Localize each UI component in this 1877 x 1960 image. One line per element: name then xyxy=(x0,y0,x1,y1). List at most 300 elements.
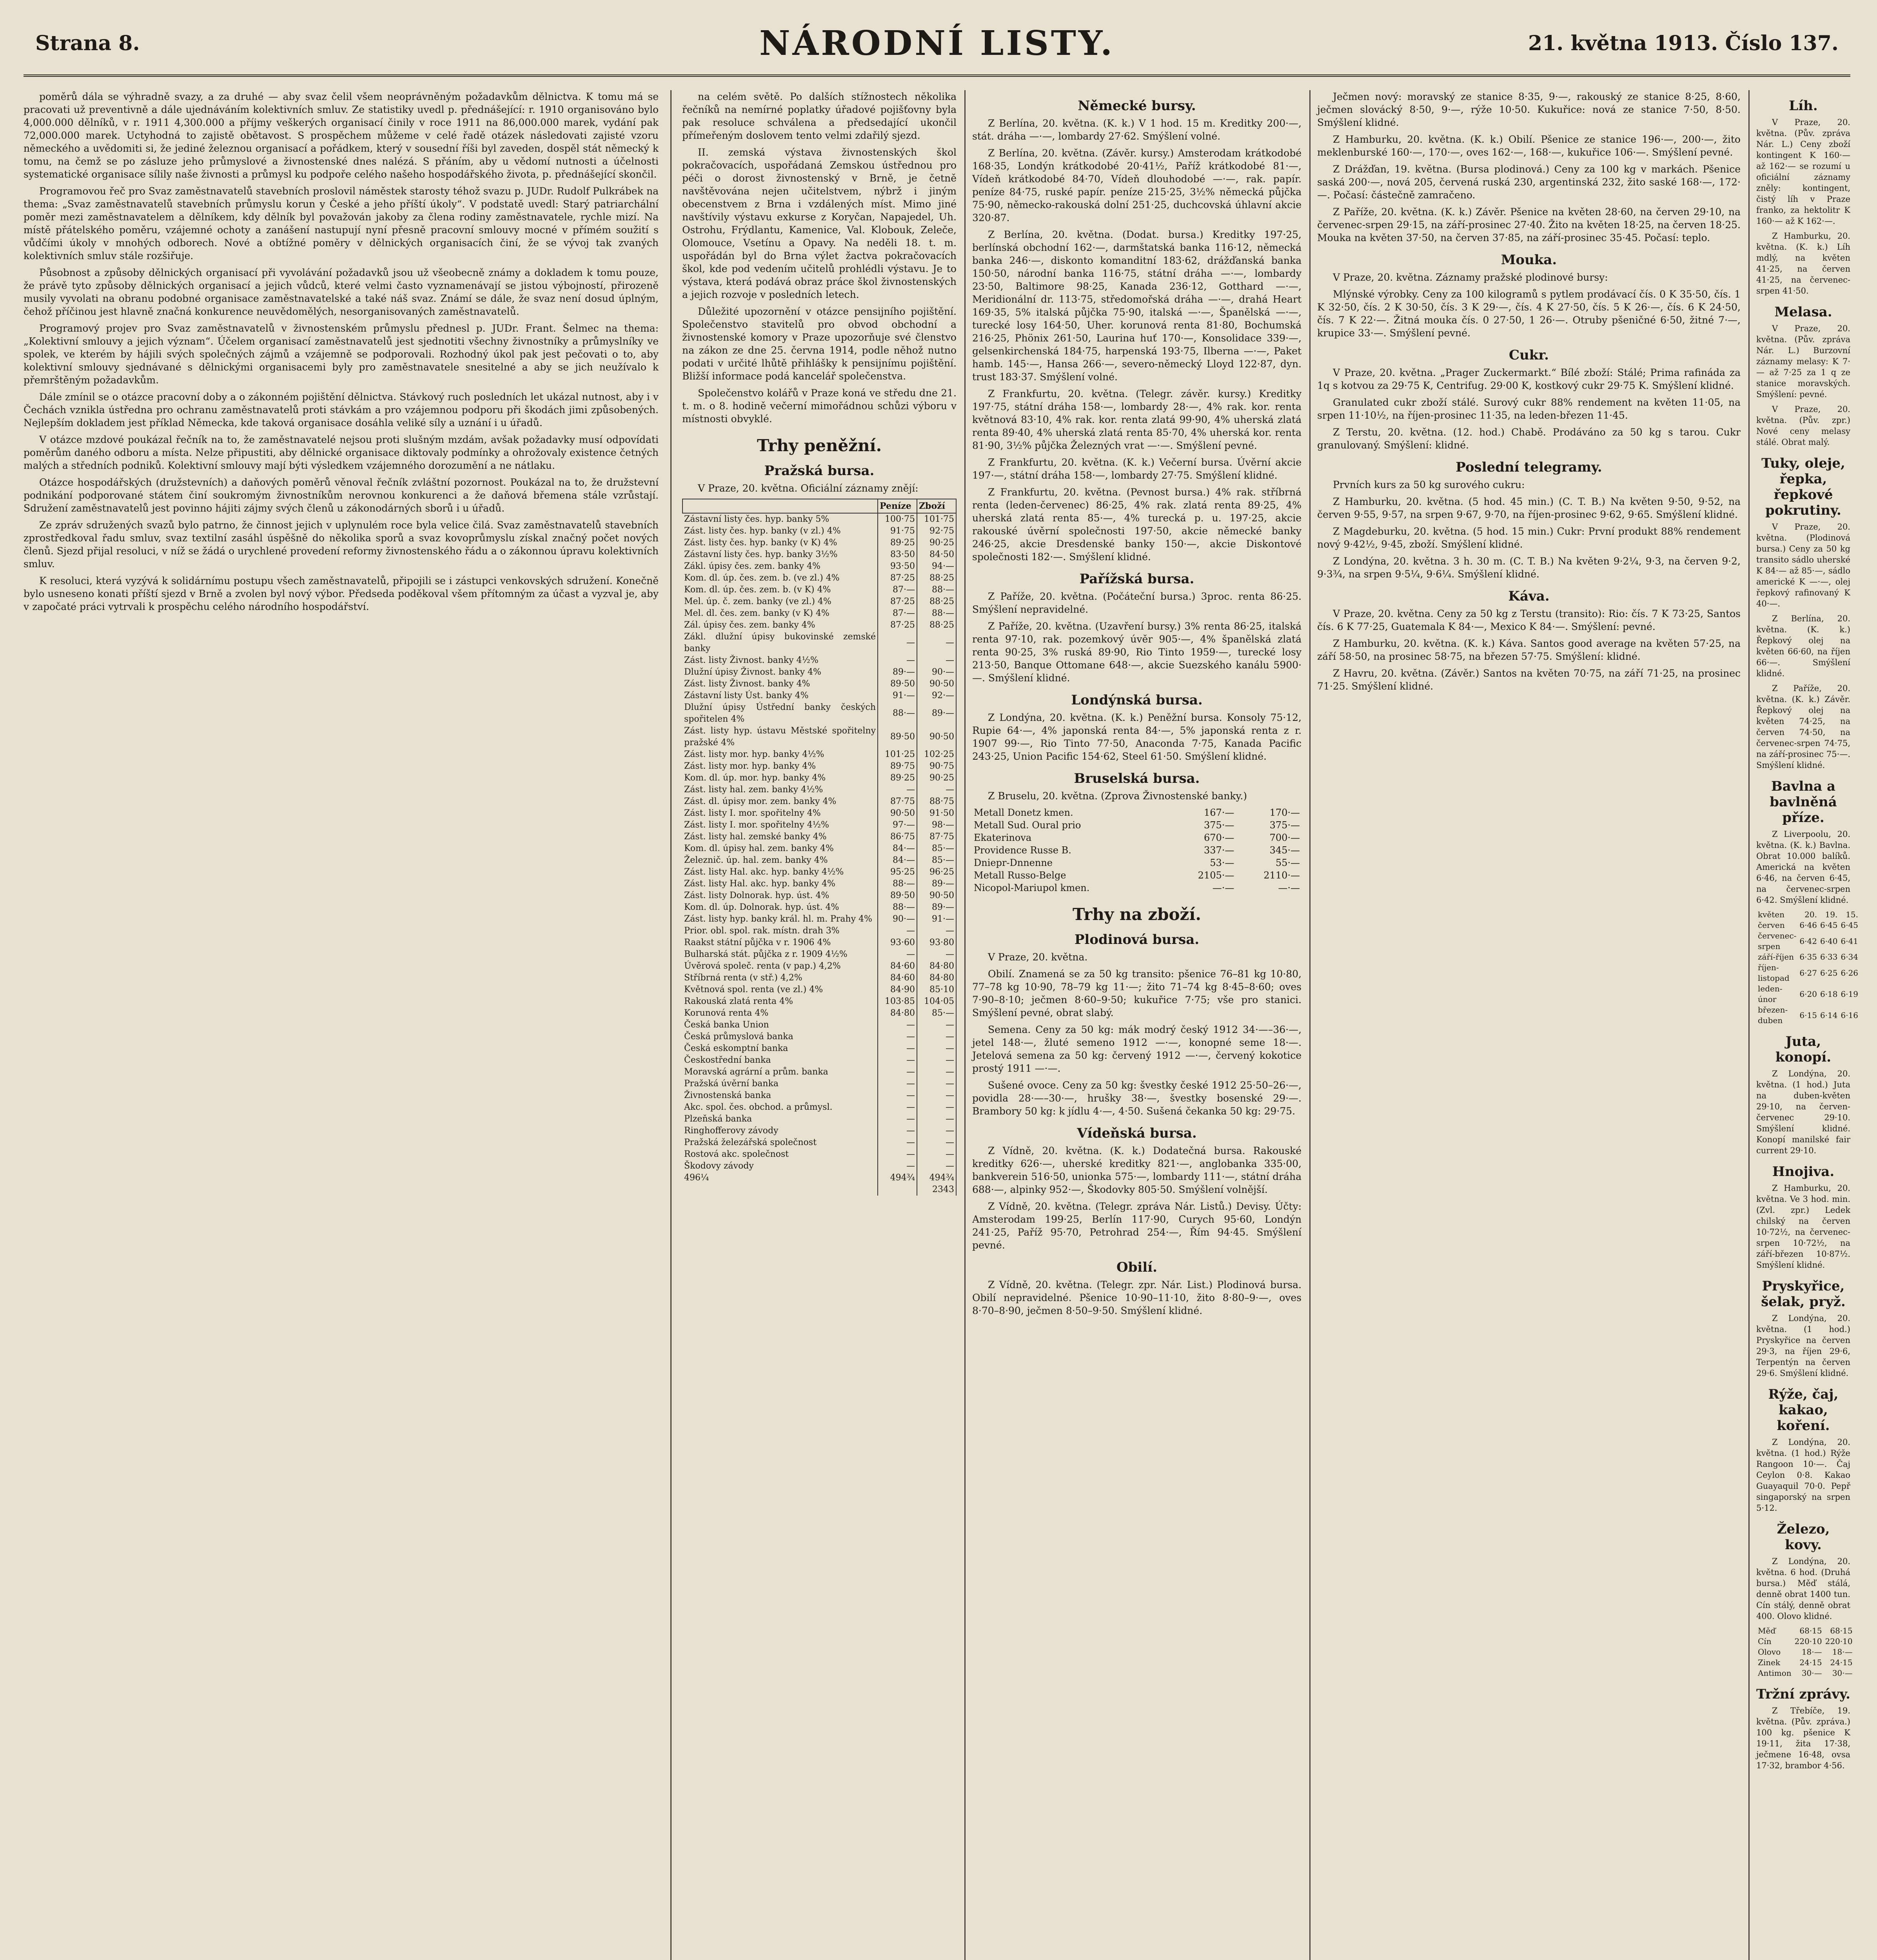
page-number: Strana 8. xyxy=(35,31,140,55)
table-cell-value: 89·— xyxy=(917,702,956,725)
table-row xyxy=(1756,1626,1854,1636)
table-cell-label: Zástavní listy čes. hyp. banky 5% xyxy=(683,513,878,525)
table-cell-value: — xyxy=(917,1078,956,1090)
table-cell-label: Česká eskomptní banka xyxy=(683,1043,878,1054)
table-cell-value: 90·25 xyxy=(917,772,956,784)
table-cell-value: — xyxy=(878,1102,917,1113)
table-cell-value: 375·— xyxy=(1269,820,1300,831)
table-row xyxy=(683,772,956,784)
table-header: Zboží xyxy=(917,499,956,513)
table-cell-value: 84·50 xyxy=(917,549,956,561)
table-cell-value: 30·— xyxy=(1801,1668,1822,1678)
article-paragraph: II. zemská výstava živnostenských škol pokračovacích, uspořádaná Zemskou ústřednou pro péči o dorost živnostenský v Brně, je četně navštěvována nejen učitelstvem, nýbrž i jiným obecenstvem z Brna i vzdálených míst. Mimo jiné navštívily výstavu exkurse z Koryčan, Napajedel, Uh. Ostrohu, Frýdlantu, Kamenice, Val. Klobouk, Zeleče, Olomouce, Vsetínu a Opavy. Na neděli 18. t. m. uspořádán byl do Brna výlet žactva pokračovacích škol, kde pod vedením učitelů prohlédli výstavu. Je to výstava, která podává obraz práce škol živnostenských a jejich rozvoje v posledních letech. xyxy=(682,147,957,300)
article-paragraph: K resoluci, která vyzývá k solidárnímu postupu všech zaměstnavatelů, připojili se i zástupci venkovských sdružení. Konečně bylo usneseno konati příští sjezd v Brně a zvolen byl nový výbor. Předseda poděkoval všem přítomným za účast a vyzval je, aby v započaté práci vytrvali k prospěchu celého národního hospodářství. xyxy=(24,575,659,612)
table-cell-value: — xyxy=(878,1031,917,1043)
table-cell-value: 92·— xyxy=(917,690,956,702)
table-cell-value: 89·50 xyxy=(878,678,917,690)
table-row xyxy=(972,806,1302,819)
table-cell-label: Plzeňská banka xyxy=(683,1113,878,1125)
table-cell-value: 6·34 xyxy=(1841,952,1859,962)
table-cell-value: 87·75 xyxy=(917,831,956,843)
table-cell-value: — xyxy=(917,1066,956,1078)
column-divider xyxy=(1748,90,1750,1960)
table-row xyxy=(683,561,956,572)
section-heading: Cukr. xyxy=(1509,347,1549,363)
table-cell-label: Zást. listy hal. zem. banky 4½% xyxy=(683,784,878,796)
table-cell-value: — xyxy=(878,1019,917,1031)
table-total: 494¾ xyxy=(917,1172,956,1184)
table-cell-value: 167·— xyxy=(1204,807,1234,818)
table-cell-value: — xyxy=(878,784,917,796)
table-row xyxy=(683,996,956,1007)
column-1 xyxy=(24,90,659,1960)
report-paragraph: Z Londýna, 20. května. 6 hod. (Druhá bursa.) Měď stálá, denně obrat 1400 tun. Cín stálý, denně obrat 400. Olovo klidné. xyxy=(1756,1557,1850,1621)
table-cell-value: 89·75 xyxy=(878,760,917,772)
table-cell-value: 345·— xyxy=(1269,845,1300,856)
table-cell-value: — xyxy=(917,1090,956,1102)
table-cell-value: 87·75 xyxy=(878,796,917,808)
table-cell-value: 6·45 xyxy=(1841,920,1859,930)
table-header: Peníze xyxy=(878,499,917,513)
report-paragraph: Z Vídně, 20. května. (Telegr. zpráva Nár. Listů.) Devisy. Účty: Amsterodam 199·25, Berlín 117·90, Curych 95·60, Londýn 241·25, Paříž 95·70, Petrohrad 254·—, Řím 94·45. Smýšlení pevné. xyxy=(972,1201,1302,1251)
table-cell-value: 95·25 xyxy=(878,866,917,878)
table-cell-label: leden-únor xyxy=(1758,984,1783,1004)
table-row xyxy=(1756,984,1860,1005)
table-row xyxy=(1756,1657,1854,1668)
report-paragraph: Z Londýna, 20. května. (1 hod.) Pryskyřice na červen 29·3, na říjen 29·6, Terpentýn na červen 29·6. Smýšlení klidné. xyxy=(1756,1314,1850,1378)
metals-table xyxy=(1756,1626,1854,1679)
table-cell-value: 91·— xyxy=(878,690,917,702)
table-cell-value: 88·— xyxy=(878,702,917,725)
column-4 xyxy=(1317,90,1741,1960)
bursa-intro: V Praze, 20. května. Oficiální záznamy znějí: xyxy=(698,483,919,494)
table-cell-value: — xyxy=(878,1113,917,1125)
subsection-heading: Plodinová bursa. xyxy=(1074,932,1200,947)
table-cell-value: 220·10 xyxy=(1794,1637,1822,1646)
table-cell-value: 84·60 xyxy=(878,972,917,984)
section-heading: Obilí. xyxy=(1116,1259,1157,1275)
table-cell-label: Zást. listy čes. hyp. banky (v zl.) 4% xyxy=(683,525,878,537)
table-cell-value: 84·80 xyxy=(878,1007,917,1019)
table-cell-value: — xyxy=(878,1160,917,1172)
table-row xyxy=(683,1031,956,1043)
table-cell-label: Pražská úvěrní banka xyxy=(683,1078,878,1090)
article-paragraph: V otázce mzdové poukázal řečník na to, že zaměstnavatelé nejsou proti slušným mzdám, avšak požadavky musí odpovídati poměrům daného odboru a místa. Nelze připustiti, aby dělnické organisace diktovaly podmínky a ohrožovaly existence četných malých a středních podniků. Kolektivní smlouvy mají býti výsledkem vzájemného dorozumění a ne nátlaku. xyxy=(24,434,659,471)
table-cell-value: — xyxy=(917,1043,956,1054)
table-cell-value: 18·— xyxy=(1832,1647,1853,1657)
table-row xyxy=(683,902,956,913)
table-cell-value: 83·50 xyxy=(878,549,917,561)
table-cell-value: 97·— xyxy=(878,819,917,831)
table-row xyxy=(1756,952,1860,962)
table-cell-value: 375·— xyxy=(1204,820,1234,831)
report-paragraph: Z Třebíče, 19. května. (Pův. zpráva.) 100 kg. pšenice K 19·11, žita 17·38, ječmene 16·48, ovsa 17·32, brambor 4·56. xyxy=(1756,1706,1850,1770)
table-cell-value: — xyxy=(917,949,956,960)
table-total: 494¾ xyxy=(878,1172,917,1184)
table-cell-value: — xyxy=(878,1054,917,1066)
report-paragraph: V Praze, 20. května. Záznamy pražské plodinové bursy: xyxy=(1333,272,1608,283)
table-cell-label: Česká banka Union xyxy=(683,1019,878,1031)
table-cell-value: — xyxy=(917,631,956,655)
table-cell-value: — xyxy=(917,1149,956,1160)
article-paragraph: Programovou řeč pro Svaz zaměstnavatelů stavebních proslovil náměstek starosty téhož svazu p. JUDr. Rudolf Pulkrábek na thema: „Svaz zaměstnavatelů stavebních průmyslu korun y České a jeho příští úkoly“. V podstatě uvedl: Starý patriarchální poměr mezi zaměstnavatelem a dělníkem, kdy dělník byl považován jakoby za člena rodiny zaměstnavatele, rychle mizí. Na místě přátelského poměru, vzájemné ochoty a zanášení nastupují nyní přesně pracovní smlouvy mocné v přímém soužití s vůdčími úkoly v mnohých odborech. Nové a obtížné poměry v dělnických organisacích činí, že se vývoj tak zvaných kolektivních smluv stále rozšiřuje. xyxy=(24,185,659,261)
table-cell-value: 98·— xyxy=(917,819,956,831)
table-cell-value: — xyxy=(878,1149,917,1160)
table-cell-value: 90·50 xyxy=(917,725,956,749)
table-cell-value: 24·15 xyxy=(1799,1658,1822,1667)
table-cell-value: 90·75 xyxy=(917,760,956,772)
article-paragraph: Dále zmínil se o otázce pracovní doby a o zákonném pojištění dělnictva. Stávkový ruch posledních let ukázal nutnost, aby i v Čechách vznikla ústředna pro ochranu zaměstnavatelů proti stávkám a pro vzájemnou podporu při škodách jimi způsobených. Nejlepším dokladem jest příklad Německa, kde taková organisace dosáhla veliké síly a uznání i u úřadů. xyxy=(24,391,659,428)
table-note: 2343 xyxy=(917,1184,956,1196)
table-row xyxy=(683,549,956,561)
table-cell-label: Zástavní listy Úst. banky 4% xyxy=(683,690,878,702)
table-cell-label: Zástavní listy čes. hyp. banky 3½% xyxy=(683,549,878,561)
table-cell-value: 90·50 xyxy=(917,890,956,902)
table-cell-value: — xyxy=(917,1137,956,1149)
table-cell-value: 20. xyxy=(1804,910,1817,919)
table-cell-value: 24·15 xyxy=(1830,1658,1853,1667)
table-cell-value: 89·— xyxy=(917,878,956,890)
table-cell-value: 6·41 xyxy=(1841,936,1859,946)
table-row xyxy=(683,690,956,702)
report-paragraph: Z Vídně, 20. května. (K. k.) Dodatečná bursa. Rakouské kreditky 626·—, uherské kreditky 821·—, anglobanka 335·00, bankverein 516·50, unionka 575·—, lombardy 111·—, státní dráha 688·—, alpinky 952·—, Škodovky 805·50. Smýšlení volnější. xyxy=(972,1145,1302,1195)
table-cell-value: 6·46 xyxy=(1799,920,1817,930)
section-heading: Londýnská bursa. xyxy=(1071,692,1203,708)
table-cell-value: 101·75 xyxy=(917,513,956,525)
table-cell-value: 87·— xyxy=(878,584,917,596)
table-cell-value: — xyxy=(917,1019,956,1031)
table-cell-label: červenec-srpen xyxy=(1758,931,1797,951)
table-cell-label: Zást. listy Dolnorak. hyp. úst. 4% xyxy=(683,890,878,902)
table-cell-value: —·— xyxy=(1212,882,1234,893)
table-row xyxy=(683,819,956,831)
table-row xyxy=(683,631,956,655)
table-cell-value: 85·— xyxy=(917,1007,956,1019)
report-paragraph: Semena. Ceny za 50 kg: mák modrý český 1912 34·—–36·—, jetel 148·—, žluté semeno 1912 —·—, konopné seme 18·—. Jetelová semena za 50 kg: červený 1912 —·—, červený kokotice prostý 1911 —·—. xyxy=(972,1024,1302,1074)
table-row xyxy=(683,749,956,760)
table-cell-value: 6·14 xyxy=(1820,1010,1838,1020)
table-cell-value: 19. xyxy=(1825,910,1838,919)
table-row xyxy=(972,857,1302,869)
article-paragraph: Společenstvo kolářů v Praze koná ve středu dne 21. t. m. o 8. hodině večerní mimořádnou schůzi výboru v místnosti obvyklé. xyxy=(682,387,957,425)
section-heading: Hnojiva. xyxy=(1772,1164,1835,1180)
table-row xyxy=(683,655,956,666)
table-cell-label: Zást. listy I. mor. spořitelny 4% xyxy=(683,808,878,819)
column-divider xyxy=(1309,90,1311,1960)
report-paragraph: V Praze, 20. května. xyxy=(988,951,1088,963)
report-paragraph: Z Berlína, 20. května. (Závěr. kursy.) Amsterodam krátkodobé 168·35, Londýn krátkodobé 20·41½, Paříž krátkodobé 81·—, Vídeň krátkodobé 84·70, Vídeň dlouhodobé —·—, rak. papír. peníze 84·75, ruské papír. peníze 215·25, 3½% německá půjčka 75·90, německo-rakouská dolní 251·25, duchcovská úhlavní akcie 320·87. xyxy=(972,147,1302,223)
table-cell-value: — xyxy=(878,1137,917,1149)
table-cell-value: 30·— xyxy=(1832,1668,1853,1678)
table-cell-value: 2110·— xyxy=(1263,870,1300,881)
newspaper-title: NÁRODNÍ LISTY. xyxy=(759,24,1115,63)
table-cell-value: 6·18 xyxy=(1820,989,1838,999)
report-paragraph: V Praze, 20. května. „Prager Zuckermarkt.“ Bílé zboží: Stálé; Prima rafináda za 1q s kotvou za 29·75 K, Centrifug. 29·00 K, kostkový cukr 29·75 K. Smýšlení klidné. xyxy=(1317,367,1741,391)
table-cell-value: 68·15 xyxy=(1830,1626,1853,1635)
table-row xyxy=(1756,1005,1860,1026)
table-cell-value: 84·60 xyxy=(878,960,917,972)
report-paragraph: Z Bruselu, 20. května. (Zprova Živnostenské banky.) xyxy=(988,790,1247,802)
table-row xyxy=(972,831,1302,844)
table-cell-value: 103·85 xyxy=(878,996,917,1007)
table-cell-value: 89·50 xyxy=(878,890,917,902)
table-total: 496¼ xyxy=(683,1172,878,1184)
table-cell-label: Kom. dl. úp. Dolnorak. hyp. úst. 4% xyxy=(683,902,878,913)
table-cell-label: Providence Russe B. xyxy=(974,845,1071,856)
table-row xyxy=(683,678,956,690)
report-paragraph: Z Terstu, 20. května. (12. hod.) Chabě. Prodáváno za 50 kg s tarou. Cukr granulovaný. Smýšlení: klidné. xyxy=(1317,426,1741,451)
table-cell-label: Kom. dl. úp. čes. zem. b. (v K) 4% xyxy=(683,584,878,596)
table-cell-label: Zást. listy čes. hyp. banky (v K) 4% xyxy=(683,537,878,549)
report-paragraph: Z Havru, 20. května. (Závěr.) Santos na květen 70·75, na září 71·25, na prosinec 71·25. Smýšlení klidné. xyxy=(1317,668,1741,692)
table-cell-label: Rostová akc. společnost xyxy=(683,1149,878,1160)
table-cell-value: 88·25 xyxy=(917,572,956,584)
table-cell-value: 89·25 xyxy=(878,772,917,784)
table-row xyxy=(683,1137,956,1149)
table-cell-label: Zákl. dlužní úpisy bukovinské zemské banky xyxy=(683,631,878,655)
report-paragraph: Z Londýna, 20. května. (K. k.) Peněžní bursa. Konsoly 75·12, Rupie 64·—, 4% japonská renta 84·—, 5% japonská renta z r. 1907 99·—, Rio Tinto 77·50, Anaconda 7·75, Kanada Pacific 243·25, Union Pacific 154·62, Steel 61·50. Smýšlení klidné. xyxy=(972,712,1302,762)
column-divider xyxy=(670,90,672,1960)
report-paragraph: Z Paříže, 20. května. (Počáteční bursa.) 3proc. renta 86·25. Smýšlení nepravidelné. xyxy=(972,591,1302,615)
table-cell-value: 700·— xyxy=(1269,832,1300,843)
table-cell-value: 90·50 xyxy=(878,808,917,819)
table-cell-label: Zást. listy hal. zemské banky 4% xyxy=(683,831,878,843)
table-cell-value: — xyxy=(878,925,917,937)
table-cell-label: Moravská agrární a prům. banka xyxy=(683,1066,878,1078)
table-row xyxy=(683,608,956,619)
table-cell-value: — xyxy=(878,1066,917,1078)
report-paragraph: Z Hamburku, 20. května. (K. k.) Káva. Santos good average na květen 57·25, na září 58·50, na prosinec 58·75, na březen 57·75. Smýšlení: klidné. xyxy=(1317,638,1741,662)
table-cell-label: Květnová spol. renta (ve zl.) 4% xyxy=(683,984,878,996)
table-cell-value: 6·26 xyxy=(1841,968,1859,978)
table-cell-label: Mel. úp. č. zem. banky (ve zl.) 4% xyxy=(683,596,878,608)
table-cell-value: — xyxy=(878,1125,917,1137)
table-row xyxy=(972,869,1302,882)
table-cell-label: Ringhofferovy závody xyxy=(683,1125,878,1137)
prague-bourse-table xyxy=(682,499,957,1196)
table-row xyxy=(683,1102,956,1113)
column-2 xyxy=(682,90,957,1960)
section-heading: Trhy peněžní. xyxy=(757,436,882,455)
table-row xyxy=(683,525,956,537)
table-row xyxy=(683,949,956,960)
table-cell-value: 68·15 xyxy=(1799,1626,1822,1635)
table-cell-label: Mel. dl. čes. zem. banky (v K) 4% xyxy=(683,608,878,619)
table-cell-label: Olovo xyxy=(1758,1647,1781,1657)
report-paragraph: Z Londýna, 20. května. (1 hod.) Rýže Rangoon 10·—. Čaj Ceylon 0·8. Kakao Guayaquil 70·0. Pepř singaporský na srpen 5·12. xyxy=(1756,1437,1850,1513)
section-heading: Melasa. xyxy=(1774,304,1832,320)
table-cell-label: Nicopol-Mariupol kmen. xyxy=(974,882,1090,893)
report-paragraph: Z Hamburku, 20. května. (K. k.) Líh mdlý, na květen 41·25, na červen 41·25, na červenec-srpen 41·50. xyxy=(1756,231,1850,296)
table-cell-label: Železnič. úp. hal. zem. banky 4% xyxy=(683,855,878,866)
table-row xyxy=(683,1019,956,1031)
report-paragraph: Z Londýna, 20. května. (1 hod.) Juta na duben-květen 29·10, na červen-červenec 29·10. Smýšlení klidné. Konopí manilské fair current 29·10. xyxy=(1756,1069,1850,1155)
table-row xyxy=(683,760,956,772)
table-row xyxy=(683,890,956,902)
table-row xyxy=(683,584,956,596)
table-cell-label: Zákl. úpisy čes. zem. banky 4% xyxy=(683,561,878,572)
table-row xyxy=(683,913,956,925)
table-row xyxy=(1756,909,1860,920)
column-3 xyxy=(972,90,1302,1960)
report-paragraph: Z Berlína, 20. května. (K. k.) Řepkový olej na květen 66·60, na říjen 66·—. Smýšlení klidné. xyxy=(1756,614,1850,678)
table-row xyxy=(683,925,956,937)
table-cell-label: květen xyxy=(1758,910,1785,919)
table-cell-value: 337·— xyxy=(1204,845,1234,856)
table-cell-value: 220·10 xyxy=(1825,1637,1853,1646)
table-row xyxy=(683,513,956,525)
table-cell-label: Raakst státní půjčka v r. 1906 4% xyxy=(683,937,878,949)
table-header xyxy=(683,499,878,513)
table-row xyxy=(1756,931,1860,952)
article-paragraph: Otázce hospodářských (družstevních) a daňových poměrů věnoval řečník zvláštní pozornost. Poukázal na to, že družstevní podnikání podporované státem činí soukromým živnostníkům nerovnou konkurenci a že daňová břemena stále vzrůstají. Sdružení zaměstnavatelů jest povinno hájiti zájmy svých členů u zákonodárných sborů i u úřadů. xyxy=(24,477,659,514)
table-cell-label: březen-duben xyxy=(1758,1005,1788,1025)
section-heading: Bavlna a bavlněná příze. xyxy=(1770,779,1837,826)
section-heading: Mouka. xyxy=(1501,252,1557,268)
report-paragraph: Z Magdeburku, 20. května. (5 hod. 15 min.) Cukr: První produkt 88% rendement nový 9·42½, 9·45, zboží. Smýšlení klidné. xyxy=(1317,526,1741,550)
table-cell-label: červen xyxy=(1758,920,1785,930)
table-cell-value: 86·75 xyxy=(878,831,917,843)
report-paragraph: Sušené ovoce. Ceny za 50 kg: švestky české 1912 25·50–26·—, povidla 28·—–30·—, hrušky 38·—, švestky bosenské 29·—. Brambory 50 kg: k jídlu 4·—, 4·50. Sušená čekanka 50 kg: 29·75. xyxy=(972,1080,1302,1117)
table-row xyxy=(683,1078,956,1090)
table-cell-value: — xyxy=(917,925,956,937)
table-cell-value: 6·19 xyxy=(1841,989,1859,999)
table-cell-value: — xyxy=(917,1125,956,1137)
table-row xyxy=(683,725,956,749)
section-heading: Rýže, čaj, kakao, koření. xyxy=(1768,1387,1839,1434)
table-cell-value: 91·50 xyxy=(917,808,956,819)
cotton-table xyxy=(1756,909,1860,1026)
table-row xyxy=(683,1090,956,1102)
table-cell-value: 87·25 xyxy=(878,572,917,584)
table-cell-value: 93·60 xyxy=(878,937,917,949)
table-cell-value: 84·90 xyxy=(878,984,917,996)
table-cell-label: Cín xyxy=(1758,1637,1772,1646)
table-cell-value: 89·— xyxy=(917,902,956,913)
report-paragraph: Z Frankfurtu, 20. května. (K. k.) Večerní bursa. Úvěrní akcie 197·—, státní dráha 158·—, lombardy 27·75. Smýšlení klidné. xyxy=(972,457,1302,481)
table-cell-value: — xyxy=(878,1078,917,1090)
table-cell-value: — xyxy=(917,1160,956,1172)
table-cell-value: 6·42 xyxy=(1799,936,1817,946)
section-heading: Bruselská bursa. xyxy=(1074,771,1200,786)
table-cell-value: — xyxy=(917,1054,956,1066)
table-cell-label: Kom. dl. úp. mor. hyp. banky 4% xyxy=(683,772,878,784)
table-cell-value: 90·— xyxy=(878,913,917,925)
table-row xyxy=(683,1043,956,1054)
table-row xyxy=(972,844,1302,857)
table-cell-value: 100·75 xyxy=(878,513,917,525)
table-cell-label: Metall Russo-Belge xyxy=(974,870,1066,881)
table-row xyxy=(683,831,956,843)
table-row xyxy=(683,972,956,984)
table-cell-label: Zást. listy hyp. ústavu Městské spořitelny pražské 4% xyxy=(683,725,878,749)
table-cell-value: 89·25 xyxy=(878,537,917,549)
table-row xyxy=(1756,1636,1854,1647)
table-cell-value: 170·— xyxy=(1269,807,1300,818)
table-cell-label: Dlužní úpisy Živnost. banky 4% xyxy=(683,666,878,678)
article-paragraph: poměrů dála se výhradně svazy, a za druhé — aby svaz čelil všem neoprávněným požadavkům dělnictva. K tomu má se pracovati už preventivně a dále ujednáváním kolektivních smluv. Ze statistiky uvedl p. přednášející: r. 1910 organisováno bylo 4,000.000 dělníků, v r. 1911 4,300.000 a příjmy veškerých organisací činily v roce 1911 na 86,000.000 marek, vydání pak 72,000.000 marek. Uctyhodná to zajistě obětavost. S prospěchem můžeme v celé řadě otázek následovati zajisté vzoru německého a uvědomiti si, že jediné železnou organisací a pořádkem, který v sousední říši byl zaveden, dospěl stát německý k tomu, na čemž se po zásluze jeho průmyslové a živnostenské dnes nalézá. S přáním, aby u vědomí nutnosti a účelnosti systematické organisace sílily naše živnosti a průmysl ku podpoře celého našeho hospodářského života, p. přednášející skončil. xyxy=(24,91,659,180)
table-cell-label: Kom. dl. úpisy hal. zem. banky 4% xyxy=(683,843,878,855)
table-row xyxy=(683,796,956,808)
table-cell-value: 87·— xyxy=(878,608,917,619)
table-cell-label: Zást. dl. úpisy mor. zem. banky 4% xyxy=(683,796,878,808)
table-cell-value: 88·25 xyxy=(917,619,956,631)
table-cell-value: 6·25 xyxy=(1820,968,1838,978)
table-row xyxy=(683,984,956,996)
table-cell-value: 90·50 xyxy=(917,678,956,690)
table-cell-value: 6·45 xyxy=(1820,920,1838,930)
table-row xyxy=(683,619,956,631)
table-cell-value: 91·75 xyxy=(878,525,917,537)
section-heading: Vídeňská bursa. xyxy=(1077,1125,1197,1141)
table-cell-value: 84·80 xyxy=(917,960,956,972)
table-row xyxy=(683,843,956,855)
section-heading: Káva. xyxy=(1508,588,1550,604)
table-cell-label: Zást. listy Hal. akc. hyp. banky 4½% xyxy=(683,866,878,878)
table-cell-value: 96·25 xyxy=(917,866,956,878)
table-cell-value: 6·33 xyxy=(1820,952,1838,962)
table-cell-label: Měď xyxy=(1758,1626,1776,1635)
report-paragraph: Z Paříže, 20. května. (K. k.) Závěr. Pšenice na květen 28·60, na červen 29·10, na červenec-srpen 29·15, na září-prosinec 27·40. Žito na květen 18·25, na červen 18·25. Mouka na květen 37·50, na červen 37·85, na září-prosinec 35·45. Počasí: teplo. xyxy=(1317,206,1741,243)
table-row xyxy=(683,666,956,678)
subsection-heading: Pražská bursa. xyxy=(764,463,875,479)
masthead xyxy=(24,16,1850,77)
section-heading: Tržní zprávy. xyxy=(1756,1686,1850,1702)
section-heading: Německé bursy. xyxy=(1078,98,1196,114)
table-cell-label: Dlužní úpisy Ústřední banky českých spořitelen 4% xyxy=(683,702,878,725)
table-cell-label: Metall Sud. Oural prio xyxy=(974,820,1081,831)
table-row xyxy=(683,537,956,549)
table-cell-label: Zást. listy Živnost. banky 4½% xyxy=(683,655,878,666)
table-cell-value: 6·16 xyxy=(1841,1010,1859,1020)
table-cell-label: Akc. spol. čes. obchod. a průmysl. xyxy=(683,1102,878,1113)
table-row xyxy=(683,1054,956,1066)
table-cell-value: 18·— xyxy=(1801,1647,1822,1657)
report-paragraph: Z Frankfurtu, 20. května. (Telegr. závěr. kursy.) Kreditky 197·75, státní dráha 158·—, lombardy 28·—, 4% rak. kor. renta květnová 83·10, 4% rak. kor. renta zlatá 99·90, 4% uherská zlatá renta 89·40, 4% uherská zlatá renta 85·70, 4% uherská kor. renta 81·90, 3½% půjčka Železných vrat —·—. Smýšlení pevné. xyxy=(972,388,1302,451)
table-cell-value: 93·80 xyxy=(917,937,956,949)
table-cell-value: 87·25 xyxy=(878,596,917,608)
column-5 xyxy=(1756,90,1859,1960)
table-row xyxy=(1756,920,1860,931)
table-cell-value: 91·— xyxy=(917,913,956,925)
table-cell-label: Živnostenská banka xyxy=(683,1090,878,1102)
table-cell-value: — xyxy=(917,784,956,796)
table-cell-label: Zást. listy hyp. banky král. hl. m. Prahy 4% xyxy=(683,913,878,925)
table-cell-value: 88·75 xyxy=(917,796,956,808)
report-paragraph: V Praze, 20. května. Ceny za 50 kg z Terstu (transito): Rio: čís. 7 K 73·25, Santos čís. 6 K 77·25, Guatemala K 84·—, Mexico K 84·—. Smýšlení: pevné. xyxy=(1317,608,1741,632)
report-paragraph: V Praze, 20. května. (Plodinová bursa.) Ceny za 50 kg transito sádlo uherské K 84·— až 85·—, sádlo americké K —·—, olej řepkový rafinovaný K 40·—. xyxy=(1756,522,1850,608)
table-cell-label: Korunová renta 4% xyxy=(683,1007,878,1019)
table-cell-value: 84·— xyxy=(878,843,917,855)
table-row xyxy=(683,1066,956,1078)
table-cell-value: 88·— xyxy=(917,608,956,619)
table-cell-value: 92·75 xyxy=(917,525,956,537)
table-cell-label: Českostřední banka xyxy=(683,1054,878,1066)
table-cell-value: 6·20 xyxy=(1799,989,1817,999)
section-heading: Pařížská bursa. xyxy=(1079,571,1194,587)
table-cell-value: 90·25 xyxy=(917,537,956,549)
report-paragraph: Z Frankfurtu, 20. května. (Pevnost bursa.) 4% rak. stříbrná renta (leden-červenec) 86·25, 4% rak. zlatá renta 89·25, 4% uherská zlatá renta 85·—, 4% turecká p. u. 197·25, akcie rakouské úvěrní společnosti 197·50, akcie německé banky 246·25, akcie Dresdenské banky 150·—, akcie Diskontové společnosti 182·—. Smýšlení klidné. xyxy=(972,486,1302,563)
table-cell-value: 85·— xyxy=(917,855,956,866)
table-cell-value: 2105·— xyxy=(1198,870,1234,881)
report-paragraph: Z Berlína, 20. května. (K. k.) V 1 hod. 15 m. Kreditky 200·—, stát. dráha —·—, lombardy 27·62. Smýšlení volné. xyxy=(972,118,1302,142)
table-row xyxy=(683,1125,956,1137)
report-paragraph: V Praze, 20. května. (Pův. zpr.) Nové ceny melasy stálé. Obrat malý. xyxy=(1756,405,1850,447)
report-paragraph: Z Berlína, 20. května. (Dodat. bursa.) Kreditky 197·25, berlínská obchodní 162·—, darmštatská banka 116·12, německá banka 246·—, diskonto komanditní 183·62, drážďanská banka 150·50, národní banka 116·75, státní dráha —·—, lombardy 23·50, Baltimore 98·25, Kanada 236·12, Gotthard —·—, Meridionální dr. 113·75, středomořská dráha —·—, drahá Heart 169·35, 5% italská půjčka 75·90, italská —·—, Španělská —·—, turecké losy 164·50, Uher. korunová renta 81·80, Bochumská 216·25, Phönix 261·50, Laurina huť 170·—, Konsolidace 339·—, gelsenkirchenská 184·75, harpenská 193·75, Ilberna —·—, Paket hamb. 145·—, Hansa 266·—, severo-německý Lloyd 122·87, dyn. trust 183·37. Smýšlení volné. xyxy=(972,229,1302,383)
table-cell-value: 89·50 xyxy=(878,725,917,749)
table-cell-value: 84·— xyxy=(878,855,917,866)
table-cell-value: 88·— xyxy=(917,584,956,596)
